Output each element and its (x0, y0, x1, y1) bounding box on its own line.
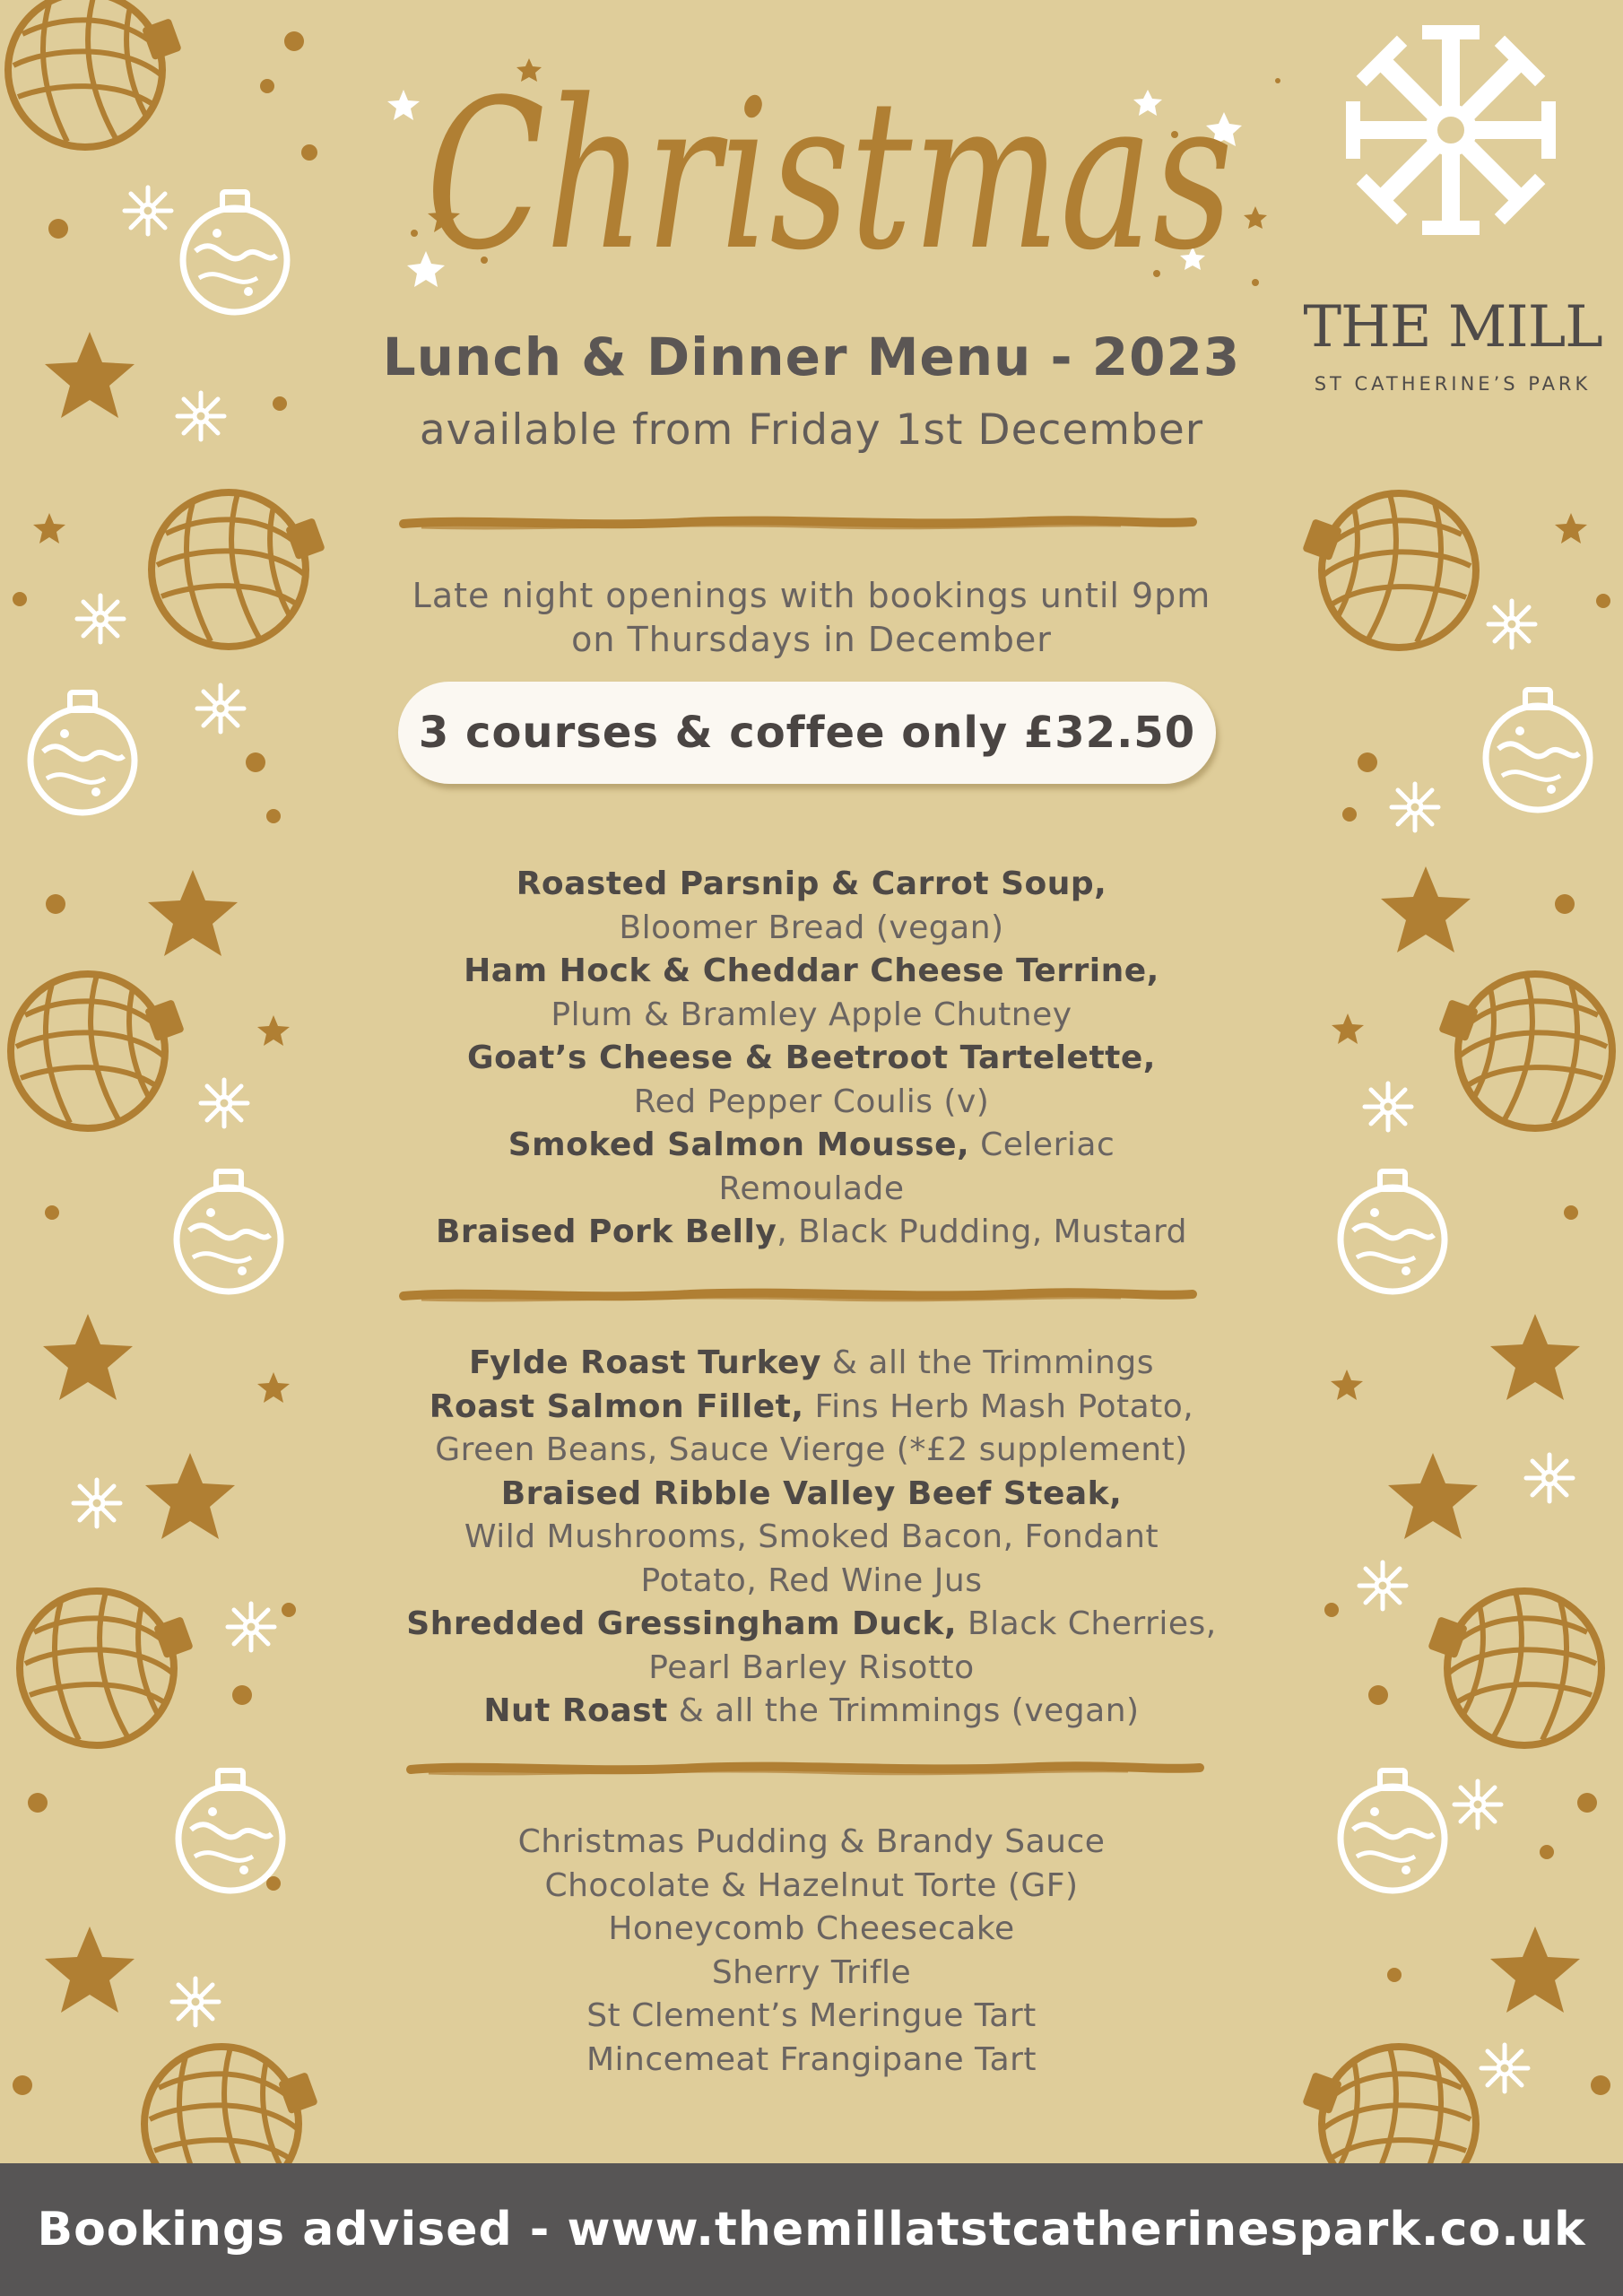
star-icon (1490, 1926, 1580, 2013)
brush-divider (404, 514, 1219, 534)
menu-line (363, 1429, 1260, 1473)
dish-name: Smoked Salmon Mousse, (508, 1126, 970, 1163)
menu-line (363, 1952, 1260, 1996)
star-icon (1388, 1453, 1478, 1539)
star-icon (145, 1453, 235, 1539)
ornament-icon (1341, 1171, 1445, 1292)
bauble-icon (1438, 974, 1612, 1128)
mains-list (363, 1342, 1260, 1734)
dish-detail: Wild Mushrooms, Smoked Bacon, Fondant (464, 1518, 1159, 1555)
ornament-icon (177, 1171, 281, 1292)
ornament-icon (1486, 690, 1590, 810)
dish-name: Fylde Roast Turkey (469, 1344, 821, 1381)
snowflake-icon (125, 187, 171, 234)
dish-name: Ham Hock & Cheddar Cheese Terrine, (464, 952, 1159, 989)
snowflake-icon (1359, 1562, 1406, 1609)
dish-detail: Christmas Pudding & Brandy Sauce (517, 1823, 1106, 1860)
price-offer-badge: 3 courses & coffee only £32.50 (398, 682, 1216, 784)
menu-line (363, 863, 1260, 907)
dish-detail: Potato, Red Wine Jus (640, 1561, 983, 1599)
menu-line (363, 994, 1260, 1038)
star-icon (148, 870, 238, 956)
dish-detail: Plum & Bramley Apple Chutney (551, 996, 1072, 1033)
dish-detail: Honeycomb Cheesecake (608, 1910, 1015, 1947)
dish-detail: & all the Trimmings (vegan) (667, 1692, 1140, 1729)
dish-detail: Remoulade (718, 1170, 905, 1207)
ornament-icon (30, 692, 135, 813)
brush-divider (404, 1286, 1219, 1306)
snowflake-icon (1481, 2045, 1528, 2092)
dish-name: Roast Salmon Fillet, (429, 1387, 804, 1425)
snowflake-icon (1365, 1083, 1411, 1130)
menu-line (363, 1037, 1260, 1081)
menu-line (363, 2039, 1260, 2083)
dish-name: Roasted Parsnip & Carrot Soup, (516, 865, 1107, 902)
snowflake-icon (178, 393, 224, 439)
snowflake-icon (201, 1080, 247, 1126)
dish-detail: & all the Trimmings (820, 1344, 1154, 1381)
dish-name: Braised Pork Belly (435, 1213, 777, 1250)
dish-name: Shredded Gressingham Duck, (406, 1605, 957, 1642)
late-openings-text: Late night openings with bookings until 9pm on Thursdays in December (412, 576, 1211, 659)
snowflake-icon (1526, 1455, 1573, 1501)
star-icon (257, 1372, 290, 1403)
star-icon (43, 1314, 133, 1400)
snowflake-icon (1488, 601, 1535, 648)
menu-line (363, 1342, 1260, 1386)
snowflake-icon (172, 1979, 219, 2025)
brand-name: THE MILL (1303, 294, 1602, 361)
menu-line (363, 1821, 1260, 1865)
dish-name: Goat’s Cheese & Beetroot Tartelette, (467, 1039, 1156, 1076)
menu-line (363, 1516, 1260, 1560)
dish-detail: Green Beans, Sauce Vierge (*£2 supplement) (435, 1431, 1188, 1468)
dish-detail: Celeriac (969, 1126, 1115, 1163)
dish-detail: Black Cherries, (957, 1605, 1217, 1642)
menu-line (363, 1211, 1260, 1255)
menu-line (363, 1473, 1260, 1517)
menu-line (363, 1603, 1260, 1647)
menu-line (363, 907, 1260, 951)
menu-line (363, 1995, 1260, 2039)
snowflake-icon (1454, 1781, 1501, 1828)
snowflake-icon (197, 685, 244, 732)
brand-subtitle: ST CATHERINE’S PARK (1314, 373, 1592, 395)
star-icon (1490, 1314, 1580, 1400)
star-icon (33, 513, 65, 544)
availability-text: available from Friday 1st December (419, 405, 1204, 455)
ornament-icon (183, 192, 287, 312)
booking-text: Bookings advised - www.themillatstcatherinespark.co.uk (37, 2203, 1586, 2257)
menu-headline: Lunch & Dinner Menu - 2023 (382, 326, 1241, 387)
ornament-icon (178, 1770, 282, 1891)
menu-line (363, 1560, 1260, 1604)
menu-line (363, 1168, 1260, 1212)
star-icon (1381, 866, 1471, 952)
menu-line (363, 1865, 1260, 1909)
star-icon (1331, 1370, 1363, 1400)
menu-line (363, 950, 1260, 994)
star-icon (1555, 513, 1587, 544)
christmas-script-title (359, 27, 1273, 314)
bauble-icon (20, 1591, 194, 1745)
dish-name: Braised Ribble Valley Beef Steak, (500, 1474, 1123, 1512)
menu-line (363, 1386, 1260, 1430)
dish-detail: Mincemeat Frangipane Tart (586, 2040, 1037, 2078)
dish-detail: Fins Herb Mash Potato, (803, 1387, 1194, 1425)
snowflake-icon (74, 1480, 120, 1526)
footer-bar (0, 2163, 1623, 2296)
ornament-icon (1341, 1770, 1445, 1891)
snowflake-icon (1392, 784, 1438, 831)
desserts-list (363, 1821, 1260, 2082)
menu-line (363, 1690, 1260, 1734)
star-icon (45, 1926, 135, 2013)
dish-name: Nut Roast (483, 1692, 668, 1729)
star-icon (45, 332, 135, 418)
dish-detail: St Clement’s Meringue Tart (586, 1997, 1037, 2034)
dish-detail: , Black Pudding, Mustard (777, 1213, 1188, 1250)
bauble-icon (11, 974, 185, 1128)
starters-list (363, 863, 1260, 1255)
dish-detail: Sherry Trifle (711, 1953, 912, 1991)
star-icon (1332, 1013, 1364, 1044)
star-icon (257, 1015, 290, 1046)
bauble-icon (152, 492, 325, 647)
dish-detail: Bloomer Bread (vegan) (619, 909, 1004, 946)
bauble-icon (8, 0, 182, 147)
snowflake-icon (77, 596, 124, 642)
svg-text:Christmas: Christmas (426, 57, 1233, 296)
menu-line (363, 1124, 1260, 1168)
menu-line (363, 1081, 1260, 1125)
bauble-icon (1428, 1591, 1601, 1745)
dish-detail: Red Pepper Coulis (v) (633, 1083, 990, 1120)
menu-line (363, 1647, 1260, 1691)
snowflake-icon (228, 1604, 274, 1650)
menu-line (363, 1908, 1260, 1952)
bauble-icon (1302, 493, 1476, 648)
brush-divider (411, 1760, 1227, 1779)
dish-detail: Pearl Barley Risotto (648, 1648, 975, 1686)
dish-detail: Chocolate & Hazelnut Torte (GF) (544, 1866, 1079, 1904)
